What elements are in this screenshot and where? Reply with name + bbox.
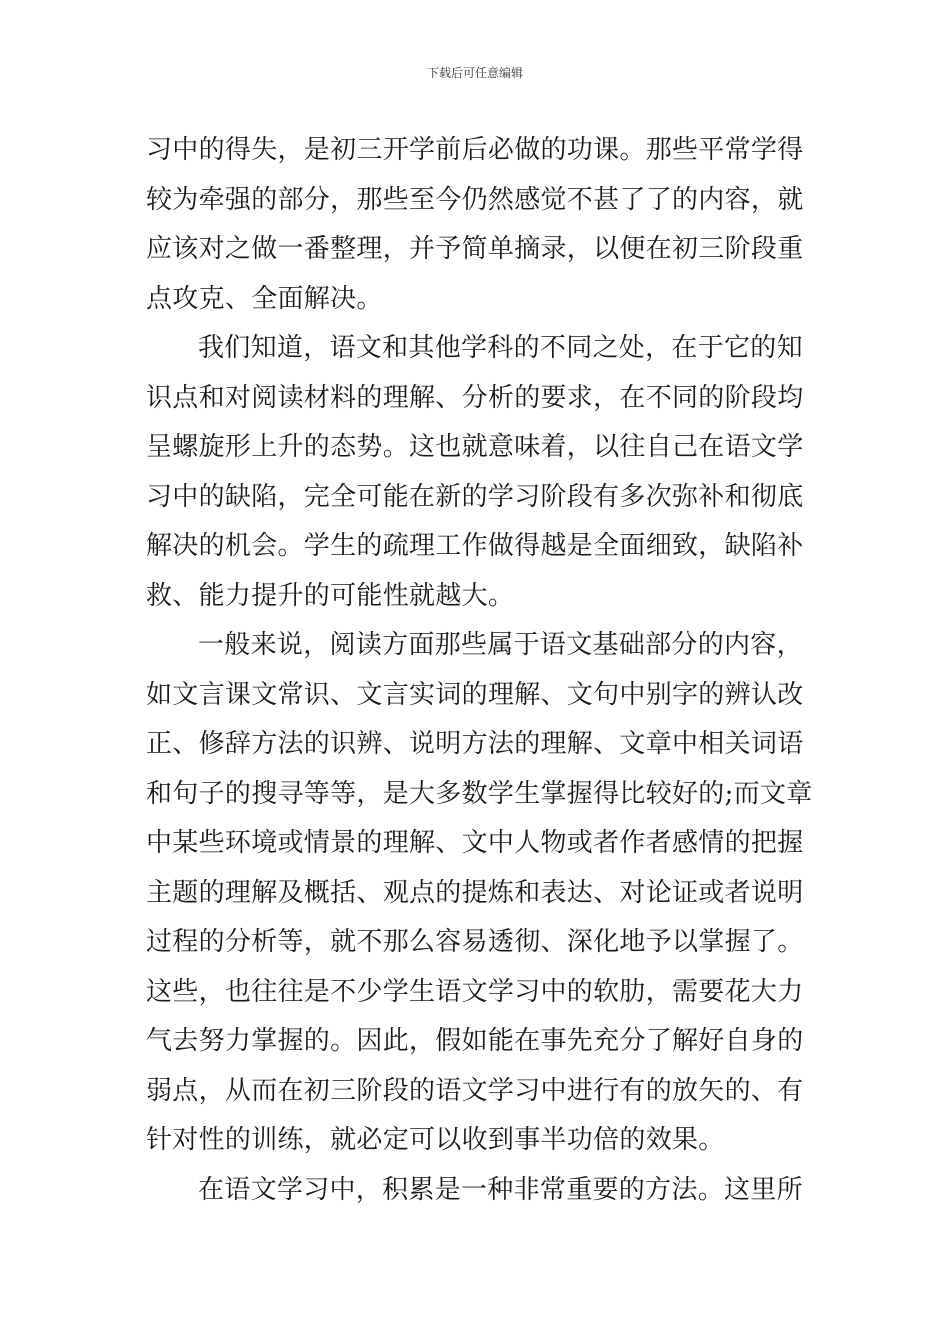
- text-line: 和句子的搜寻等等，是大多数学生掌握得比较好的;而文章: [146, 778, 813, 809]
- paragraph-2: [146, 324, 816, 621]
- text-line: 中某些环境或情景的理解、文中人物或者作者感情的把握: [146, 828, 804, 858]
- text-line: 主题的理解及概括、观点的提炼和表达、对论证或者说明: [146, 877, 804, 908]
- text-line: 较为牵强的部分，那些至今仍然感觉不甚了了的内容，就: [146, 184, 804, 215]
- text-line: 救、能力提升的可能性就越大。: [146, 580, 515, 611]
- text-line: 正、修辞方法的识辨、说明方法的理解、文章中相关词语: [146, 729, 804, 759]
- text-line: 识点和对阅读材料的理解、分析的要求，在不同的阶段均: [146, 382, 804, 413]
- text-line: 在语文学习中，积累是一种非常重要的方法。这里所: [198, 1174, 803, 1205]
- text-line: 习中的得失，是初三开学前后必做的功课。那些平常学得: [146, 135, 804, 165]
- text-line: 一般来说，阅读方面那些属于语文基础部分的内容，: [198, 630, 803, 660]
- paragraph-1: [146, 126, 816, 324]
- text-line: 这些，也往往是不少学生语文学习中的软肋，需要花大力: [146, 976, 804, 1007]
- text-line: 习中的缺陷，完全可能在新的学习阶段有多次弥补和彻底: [146, 481, 804, 512]
- paragraph-3: [146, 621, 816, 1166]
- document-body: [146, 126, 816, 1215]
- text-line: 如文言课文常识、文言实词的理解、文句中别字的辨认改: [146, 679, 804, 710]
- text-line: 针对性的训练，就必定可以收到事半功倍的效果。: [146, 1125, 725, 1155]
- text-line: 点攻克、全面解决。: [146, 283, 383, 314]
- text-line: 弱点，从而在初三阶段的语文学习中进行有的放矢的、有: [146, 1075, 804, 1106]
- text-line: 过程的分析等，就不那么容易透彻、深化地予以掌握了。: [146, 927, 804, 957]
- text-line: 气去努力掌握的。因此，假如能在事先充分了解好自身的: [146, 1026, 804, 1056]
- text-line: 解决的机会。学生的疏理工作做得越是全面细致，缺陷补: [146, 531, 804, 561]
- text-line: 应该对之做一番整理，并予简单摘录，以便在初三阶段重: [146, 234, 804, 264]
- paragraph-4: [146, 1166, 816, 1216]
- text-line: 我们知道，语文和其他学科的不同之处，在于它的知: [198, 333, 803, 363]
- page-header: 下载后可任意编辑: [426, 66, 523, 80]
- text-line: 呈螺旋形上升的态势。这也就意味着，以往自己在语文学: [146, 432, 804, 462]
